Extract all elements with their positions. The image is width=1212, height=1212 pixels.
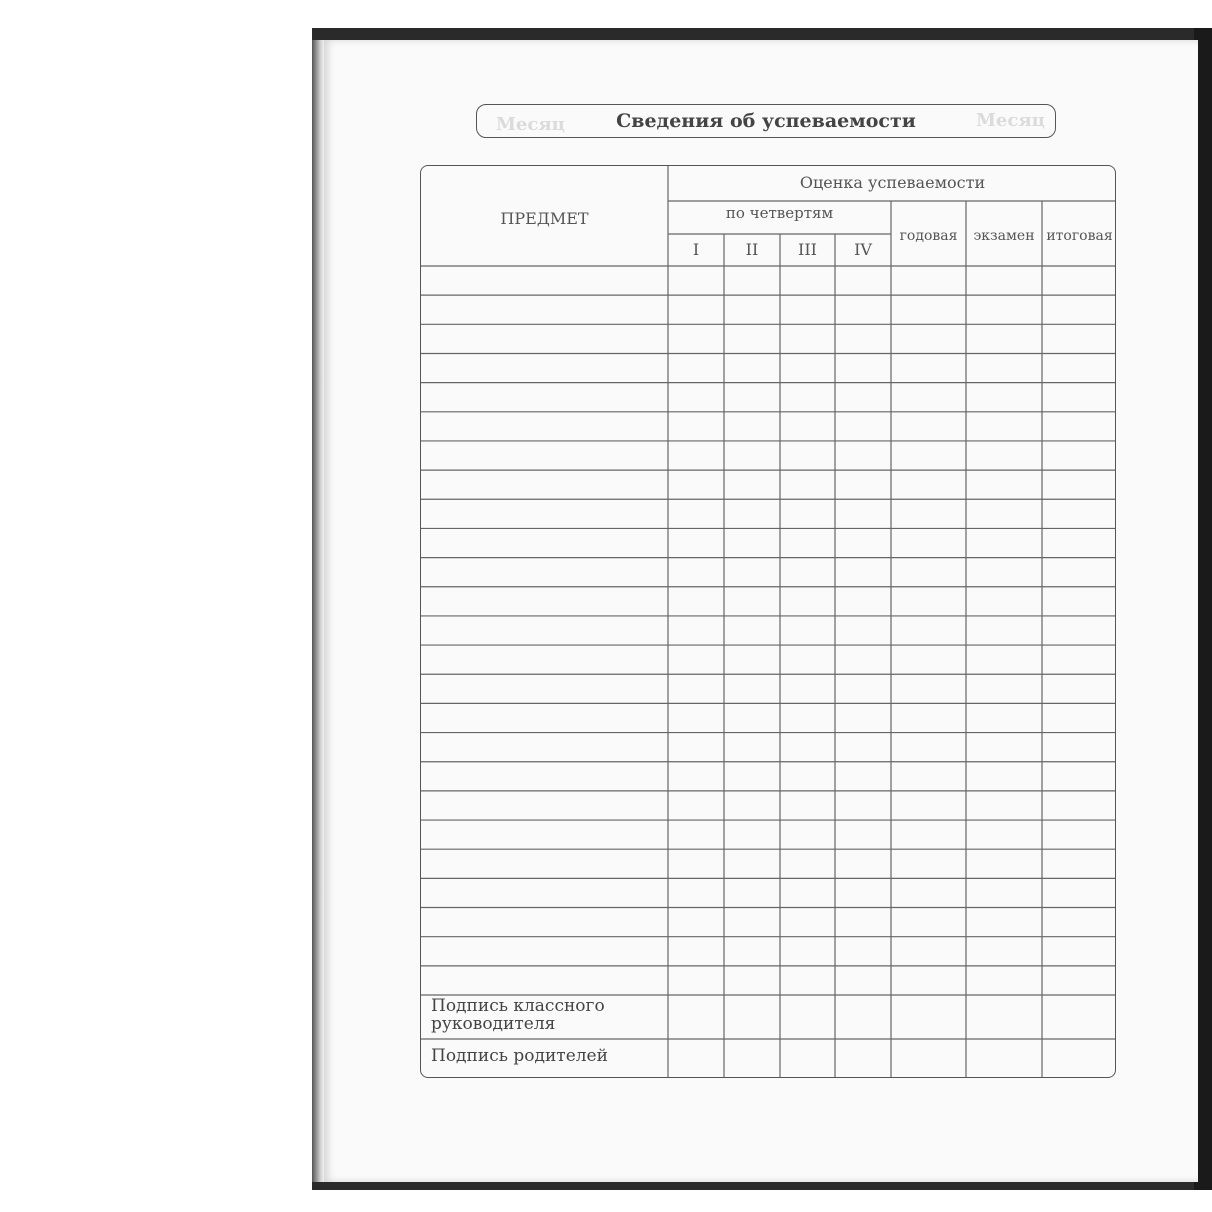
header-grades: Оценка успеваемости <box>799 173 986 192</box>
table-grid <box>421 166 1116 1078</box>
bleed-through-text-left: Месяц <box>496 114 565 135</box>
header-quarter-2: II <box>745 240 759 259</box>
signature-teacher-label: Подпись классного руководителя <box>431 996 605 1034</box>
page-gutter <box>312 40 324 1182</box>
header-annual: годовая <box>899 228 958 244</box>
page-title: Сведения об успеваемости <box>476 104 1056 138</box>
header-quarter-1: I <box>692 240 700 259</box>
header-final: итоговая <box>1046 228 1113 244</box>
header-exam: экзамен <box>973 228 1035 244</box>
bleed-through-text-right: Месяц <box>976 110 1045 131</box>
grades-table <box>420 165 1116 1078</box>
header-quarter-4: IV <box>854 240 872 259</box>
header-quarter-3: III <box>798 240 817 259</box>
header-subject: ПРЕДМЕТ <box>500 209 589 228</box>
signature-parents-label: Подпись родителей <box>431 1046 608 1066</box>
header-quarters: по четвертям <box>725 204 834 222</box>
